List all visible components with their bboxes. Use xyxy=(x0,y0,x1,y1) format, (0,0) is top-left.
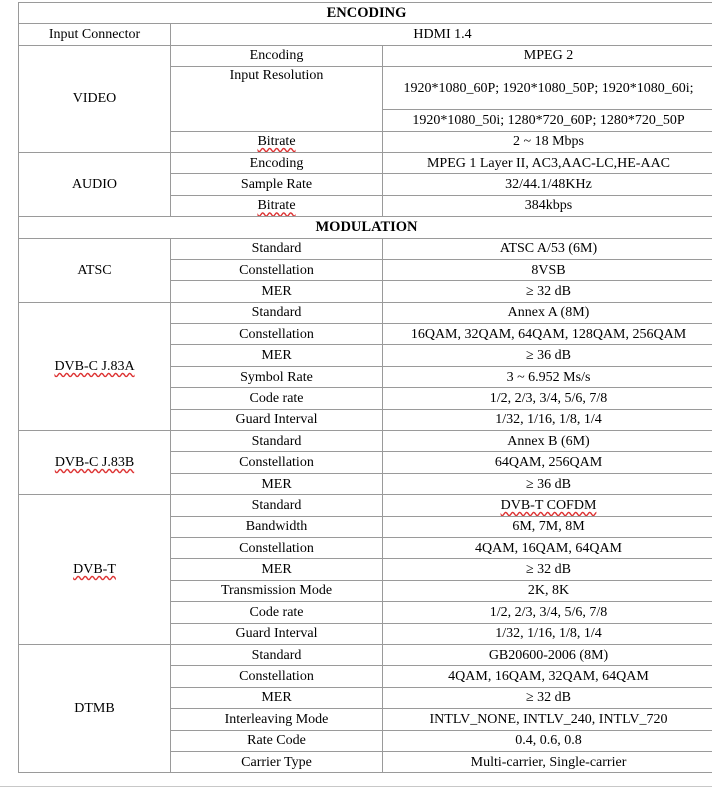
param-value: ATSC A/53 (6M) xyxy=(383,238,712,259)
param-value: Annex A (8M) xyxy=(383,302,712,323)
param-value: 1/2, 2/3, 3/4, 5/6, 7/8 xyxy=(383,388,712,409)
param-label: Encoding xyxy=(171,45,383,66)
group-name-dtmb: DTMB xyxy=(19,644,171,772)
param-value: ≥ 32 dB xyxy=(383,687,712,708)
param-label: Code rate xyxy=(171,602,383,623)
param-label: Constellation xyxy=(171,666,383,687)
param-label: Constellation xyxy=(171,452,383,473)
param-value: 0.4, 0.6, 0.8 xyxy=(383,730,712,751)
table-row xyxy=(19,45,712,66)
param-label: Transmission Mode xyxy=(171,580,383,601)
table-row xyxy=(19,495,712,516)
param-label: Guard Interval xyxy=(171,409,383,430)
group-name-audio: AUDIO xyxy=(19,152,171,216)
input-connector-row xyxy=(19,24,712,45)
param-label: Standard xyxy=(171,302,383,323)
table-row xyxy=(19,152,712,173)
param-label: Code rate xyxy=(171,388,383,409)
param-label: MER xyxy=(171,345,383,366)
param-value: 4QAM, 16QAM, 64QAM xyxy=(383,537,712,558)
param-value: 3 ~ 6.952 Ms/s xyxy=(383,366,712,387)
param-label: Constellation xyxy=(171,324,383,345)
param-value: GB20600-2006 (8M) xyxy=(383,644,712,665)
param-label: Constellation xyxy=(171,537,383,558)
modulation-section-title: MODULATION xyxy=(19,217,712,238)
param-label: Constellation xyxy=(171,259,383,280)
encoding-section-title: ENCODING xyxy=(19,3,712,24)
group-name-dvbc-j83a: DVB-C J.83A xyxy=(19,302,171,430)
group-name-atsc: ATSC xyxy=(19,238,171,302)
section-header-row xyxy=(19,217,712,238)
param-value: 32/44.1/48KHz xyxy=(383,174,712,195)
param-value: ≥ 36 dB xyxy=(383,345,712,366)
param-value: 1/32, 1/16, 1/8, 1/4 xyxy=(383,623,712,644)
param-label: Carrier Type xyxy=(171,751,383,772)
param-label: Input Resolution xyxy=(171,67,383,110)
param-label: Bitrate xyxy=(171,131,383,152)
param-label: Encoding xyxy=(171,152,383,173)
param-label: Standard xyxy=(171,238,383,259)
param-label: MER xyxy=(171,687,383,708)
spec-table xyxy=(18,2,712,773)
param-value: INTLV_NONE, INTLV_240, INTLV_720 xyxy=(383,709,712,730)
param-value: 2K, 8K xyxy=(383,580,712,601)
param-value: Multi-carrier, Single-carrier xyxy=(383,751,712,772)
param-label: MER xyxy=(171,281,383,302)
param-label: Rate Code xyxy=(171,730,383,751)
param-value: MPEG 1 Layer II, AC3,AAC-LC,HE-AAC xyxy=(383,152,712,173)
param-label xyxy=(171,110,383,131)
param-value: Annex B (6M) xyxy=(383,431,712,452)
group-name-dvbc-j83b: DVB-C J.83B xyxy=(19,431,171,495)
param-value: 64QAM, 256QAM xyxy=(383,452,712,473)
page-bottom-divider xyxy=(0,786,712,787)
param-label: Guard Interval xyxy=(171,623,383,644)
param-label: MER xyxy=(171,473,383,494)
param-value: 1/32, 1/16, 1/8, 1/4 xyxy=(383,409,712,430)
section-header-row xyxy=(19,3,712,24)
group-name-dvbt: DVB-T xyxy=(19,495,171,645)
table-row xyxy=(19,302,712,323)
group-name-video: VIDEO xyxy=(19,45,171,152)
param-label: Standard xyxy=(171,431,383,452)
param-value: 1920*1080_50i; 1280*720_60P; 1280*720_50P xyxy=(383,110,712,131)
input-connector-value: HDMI 1.4 xyxy=(171,24,712,45)
param-value: 6M, 7M, 8M xyxy=(383,516,712,537)
input-connector-label: Input Connector xyxy=(19,24,171,45)
param-label: MER xyxy=(171,559,383,580)
param-value: 1920*1080_60P; 1920*1080_50P; 1920*1080_60i; xyxy=(383,67,712,110)
param-label: Symbol Rate xyxy=(171,366,383,387)
param-label: Sample Rate xyxy=(171,174,383,195)
param-value: ≥ 32 dB xyxy=(383,559,712,580)
param-value: ≥ 36 dB xyxy=(383,473,712,494)
table-row xyxy=(19,238,712,259)
param-value: DVB-T COFDM xyxy=(383,495,712,516)
table-row xyxy=(19,431,712,452)
param-value: 4QAM, 16QAM, 32QAM, 64QAM xyxy=(383,666,712,687)
param-label: Bitrate xyxy=(171,195,383,216)
param-value: 384kbps xyxy=(383,195,712,216)
param-label: Standard xyxy=(171,495,383,516)
param-value: 1/2, 2/3, 3/4, 5/6, 7/8 xyxy=(383,602,712,623)
param-value: MPEG 2 xyxy=(383,45,712,66)
param-value: 16QAM, 32QAM, 64QAM, 128QAM, 256QAM xyxy=(383,324,712,345)
param-label: Standard xyxy=(171,644,383,665)
table-row xyxy=(19,644,712,665)
param-label: Bandwidth xyxy=(171,516,383,537)
param-value: 8VSB xyxy=(383,259,712,280)
param-label: Interleaving Mode xyxy=(171,709,383,730)
param-value: 2 ~ 18 Mbps xyxy=(383,131,712,152)
param-value: ≥ 32 dB xyxy=(383,281,712,302)
